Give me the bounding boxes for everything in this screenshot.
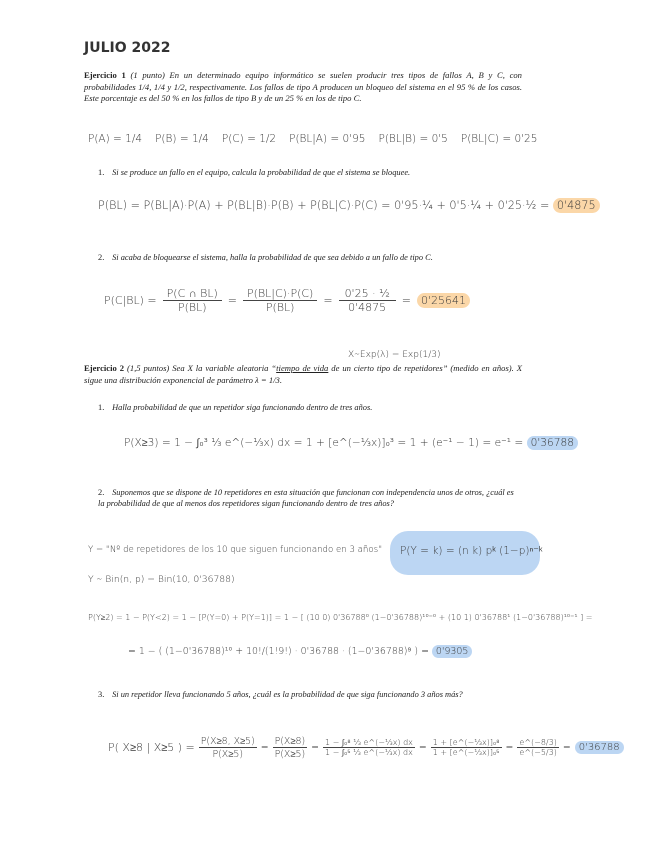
ej1-q2-frac2	[243, 287, 317, 314]
ej2-q1-result: 0'36788	[527, 436, 578, 450]
ej1-q2-lhs: P(C|BL) =	[104, 294, 157, 307]
ej2-text-underlined: tiempo de vida	[276, 363, 329, 373]
ej2-q3-text: Si un repetidor lleva funcionando 5 años, ¿cuál es la probabilidad de que siga funcionando 3 años más?	[112, 690, 463, 699]
ej2-q3-eq2: =	[311, 742, 319, 753]
ej1-q2-text: Si acaba de bloquearse el sistema, halla la probabilidad de que sea debido a un fallo de tipo C.	[112, 253, 433, 262]
ej1-q2-eq1: =	[227, 294, 238, 307]
given-pblc: P(BL|C) = 0'25	[460, 133, 538, 145]
ej2-q2-text: Suponemos que se dispone de 10 repetidores en esta situación que funcionan con independencia unos de otros, ¿cuál es la probabilidad de que al menos dos repetidores sigan funcionando dentro de tres años?	[98, 488, 514, 509]
given-pblb: P(BL|B) = 0'5	[378, 133, 448, 145]
ej2-q1-work	[124, 437, 578, 449]
ej2-q1-number: 1.	[98, 403, 105, 412]
ej2-q1-text: Halla probabilidad de que un repetidor siga funcionando dentro de tres años.	[112, 403, 373, 412]
ej2-q3-frac3-num: 1 − ∫₀⁸ ⅓ e^(−⅓x) dx	[325, 738, 413, 747]
ej1-q2-frac3-num: 0'25 · ½	[339, 287, 396, 301]
ej2-text-b: de un cierto tipo de repetidores” (medido en años). X sigue una distribución exponencial de parámetro λ = 1/3.	[84, 363, 522, 385]
ej2-q3-eq1: =	[260, 742, 269, 753]
page-title: JULIO 2022	[84, 40, 171, 56]
ej1-statement	[84, 70, 522, 105]
ej1-q2-frac2-num: P(BL|C)·P(C)	[243, 287, 317, 301]
ej2-note: X∼Exp(λ) = Exp(1/3)	[348, 350, 441, 360]
ej2-q2-distribution: Y ∼ Bin(n, p) = Bin(10, 0'36788)	[88, 574, 235, 585]
ej1-points: (1 punto)	[130, 70, 165, 80]
ej1-q2-result: 0'25641	[417, 293, 470, 308]
ej2-q3-frac1-num: P(X≥8, X≥5)	[200, 736, 255, 747]
ej2-q1	[98, 402, 518, 413]
ej1-q1	[98, 167, 518, 178]
ej2-q3-eq4: =	[505, 742, 514, 753]
ej1-q2-frac3	[339, 287, 396, 314]
ej2-q3-number: 3.	[98, 690, 105, 699]
ej1-q2-frac1-den: P(BL)	[177, 301, 207, 314]
ej2-q3-frac4	[431, 738, 502, 757]
ej1-q2-frac3-den: 0'4875	[348, 301, 387, 314]
ej2-q3-frac4-den: 1 + [e^(−⅓x)]₀⁵	[432, 748, 500, 757]
ej2-q2-formula: P(Y = k) = (n k) pᵏ (1−p)ⁿ⁻ᵏ	[400, 545, 543, 557]
ej1-q2-eq2: =	[323, 294, 333, 307]
ej2-points: (1,5 puntos)	[126, 363, 170, 373]
ej2-q2	[98, 487, 518, 510]
ej1-q1-number: 1.	[98, 168, 105, 177]
ej2-q3-lhs: P( X≥8 | X≥5 ) =	[108, 741, 195, 754]
ej1-q2-frac2-den: P(BL)	[265, 301, 295, 314]
ej2-q3-frac5	[517, 738, 558, 757]
given-pc: P(C) = 1/2	[221, 133, 277, 145]
ej2-q3	[98, 689, 518, 700]
ej2-q2-expression: = 1 − ( (1−0'36788)¹⁰ + 10!/(1!9!) · 0'36788 · (1−0'36788)⁹ ) =	[128, 646, 429, 657]
ej2-q1-expression: P(X≥3) = 1 − ∫₀³ ⅓ e^(−⅓x) dx = 1 + [e^(−⅓x)]₀³ = 1 + (e⁻¹ − 1) = e⁻¹ =	[124, 437, 524, 449]
ej2-q2-work-line2	[128, 645, 472, 657]
ej2-q3-frac4-num: 1 + [e^(−⅓x)]₀⁸	[432, 738, 500, 747]
ej1-q1-text: Si se produce un fallo en el equipo, calcula la probabilidad de que el sistema se bloquee.	[112, 168, 411, 177]
given-pbla: P(BL|A) = 0'95	[289, 133, 366, 145]
ej1-q2-number: 2.	[98, 253, 105, 262]
ej2-q3-frac1-den: P(X≥5)	[212, 749, 244, 760]
ej2-q3-frac5-num: e^(−8/3)	[519, 738, 557, 747]
ej2-q3-frac1	[199, 735, 257, 760]
ej1-q2	[98, 252, 518, 263]
given-pa: P(A) = 1/4	[88, 133, 143, 145]
ej2-q3-frac3-den: 1 − ∫₀⁵ ⅓ e^(−⅓x) dx	[325, 748, 413, 757]
ej2-q3-frac2-den: P(X≥5)	[274, 749, 306, 760]
ej1-q1-result: 0'4875	[553, 198, 600, 213]
ej1-q2-work	[104, 287, 470, 314]
ej2-q2-result: 0'9305	[432, 645, 472, 658]
ej2-label: Ejercicio 2	[84, 363, 125, 373]
ej2-q3-frac2-num: P(X≥8)	[274, 736, 306, 747]
ej2-q3-frac3	[323, 738, 415, 757]
ej2-q2-number: 2.	[98, 488, 105, 497]
ej2-q2-definition: Y = "Nº de repetidores de los 10 que siguen funcionando en 3 años"	[88, 545, 383, 555]
ej1-q1-work	[98, 199, 600, 212]
ej1-q1-expression: P(BL) = P(BL|A)·P(A) + P(BL|B)·P(B) + P(BL|C)·P(C) = 0'95·¼ + 0'5·¼ + 0'25·½ =	[98, 199, 550, 212]
ej2-q3-eq5: =	[562, 742, 571, 753]
ej1-q2-frac1	[163, 287, 222, 314]
ej2-q2-work-line1: P(Y≥2) = 1 − P(Y<2) = 1 − [P(Y=0) + P(Y=1)] = 1 − [ (10 0) 0'36788⁰ (1−0'36788)¹⁰⁻⁰ + (10 1) 0'36788¹ (1−0'36788)¹⁰⁻¹ ] =	[88, 613, 593, 622]
ej1-q2-frac1-num: P(C ∩ BL)	[163, 287, 222, 301]
ej2-q3-frac5-den: e^(−5/3)	[519, 748, 557, 757]
ej1-label: Ejercicio 1	[84, 70, 126, 80]
ej2-q3-frac2	[273, 735, 308, 760]
ej1-text: En un determinado equipo informático se suelen producir tres tipos de fallos A, B y C, con probabilidades 1/4, 1/4 y 1/2, respectivamente. Los fallos de tipo A producen un bloqueo del sistema en el 95 % de los casos. Este porcentaje es del 50 % en los fallos de tipo B y de un 25 % en los de tipo C.	[84, 70, 522, 104]
ej2-q3-result: 0'36788	[575, 741, 624, 754]
given-pb: P(B) = 1/4	[155, 133, 209, 145]
ej2-text-a: Sea X la variable aleatoria “	[172, 363, 277, 373]
ej1-givens	[88, 133, 537, 145]
ej1-q2-eq3: =	[401, 294, 411, 307]
ej2-q3-eq3: =	[418, 742, 427, 753]
ej2-statement	[84, 363, 522, 386]
ej2-q3-work	[108, 735, 624, 760]
